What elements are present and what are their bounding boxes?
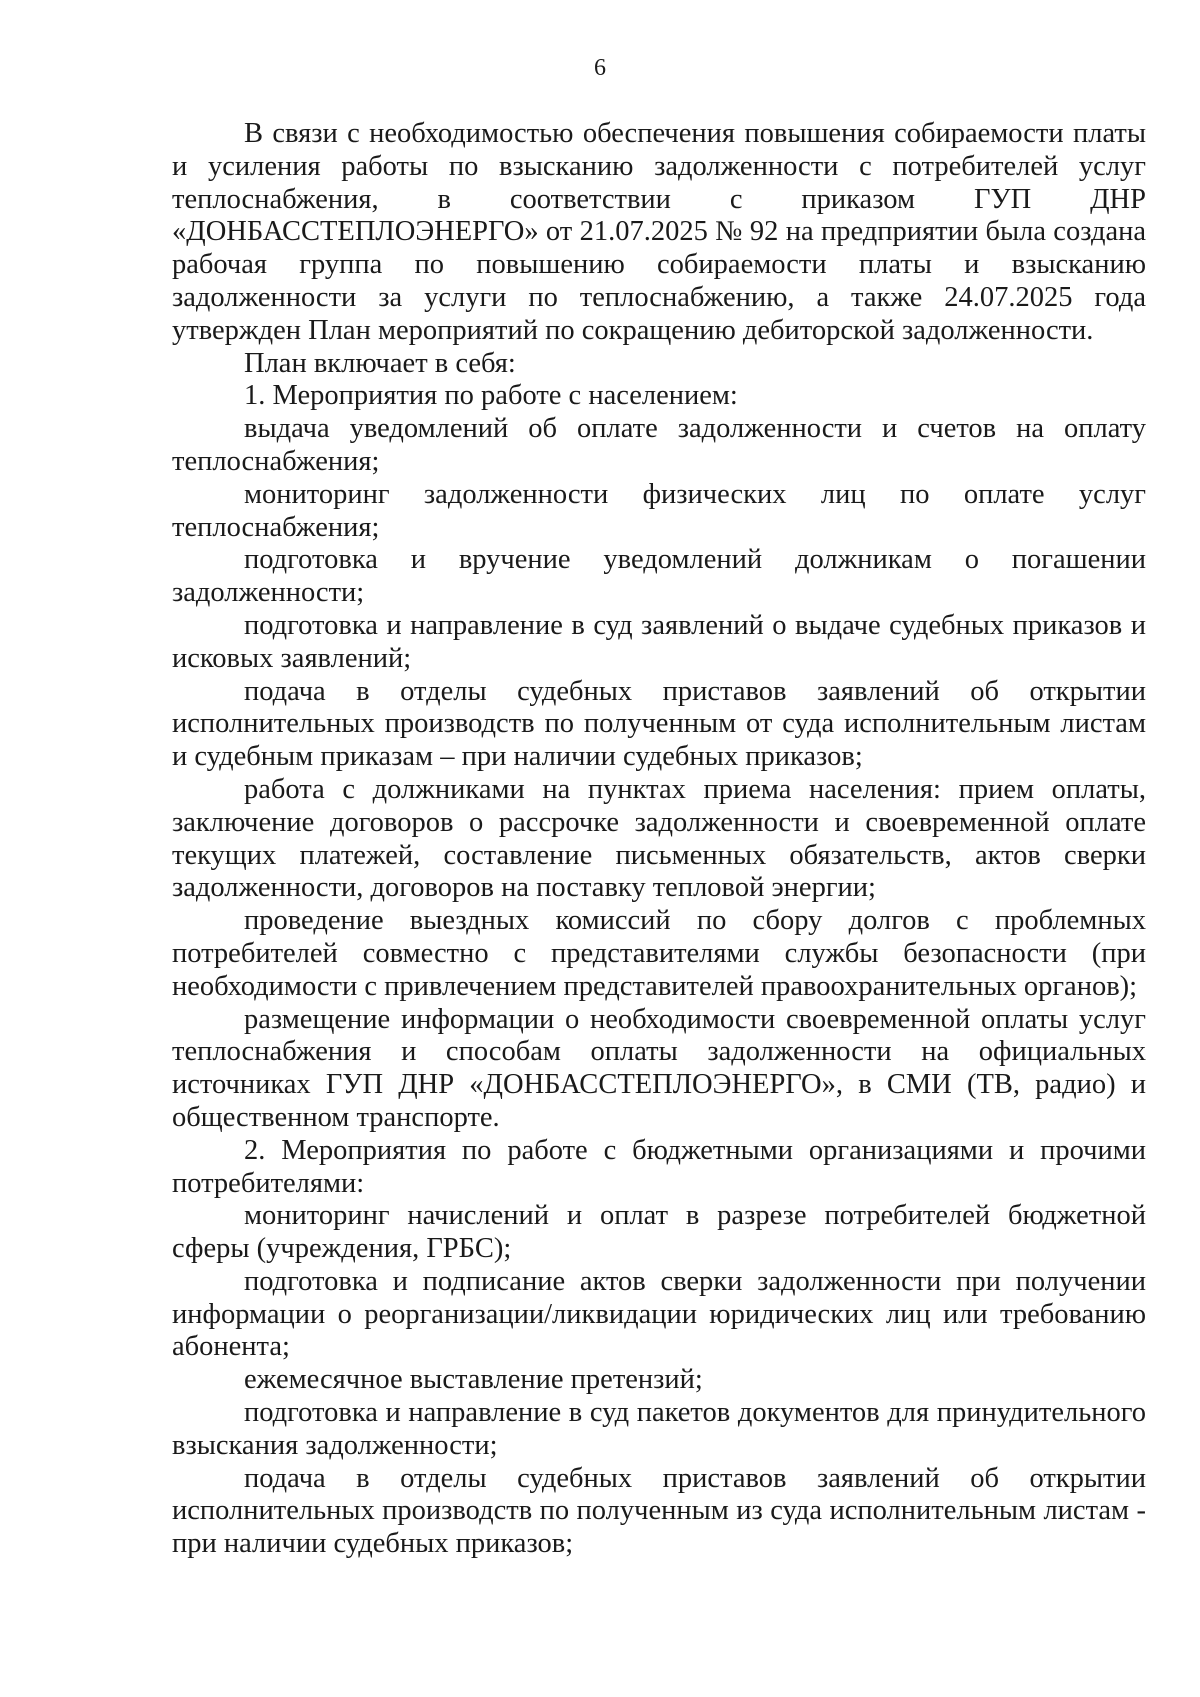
list-item: подготовка и вручение уведомлений должникам о погашении задолженности;: [172, 544, 1146, 609]
paragraph-plan-includes: План включает в себя:: [244, 347, 516, 379]
list-item: подача в отделы судебных приставов заявлений об открытии исполнительных производств по полученным от суда исполнительным листам и судебным приказам – при наличии судебных приказов;: [172, 675, 1146, 773]
list-item: подача в отделы судебных приставов заявлений об открытии исполнительных производств по полученным из суда исполнительным листам - при наличии судебных приказов;: [172, 1462, 1146, 1560]
list-item: подготовка и направление в суд заявлений о выдаче судебных приказов и исковых заявлений;: [172, 609, 1146, 674]
list-item: подготовка и направление в суд пакетов документов для принудительного взыскания задолженности;: [172, 1397, 1146, 1461]
list-item: мониторинг начислений и оплат в разрезе потребителей бюджетной сферы (учреждения, ГРБС);: [172, 1200, 1146, 1265]
list-item: ежемесячное выставление претензий;: [244, 1364, 703, 1396]
section-heading-budget-organizations: 2. Мероприятия по работе с бюджетными организациями и прочими потребителями:: [172, 1134, 1146, 1199]
page-number: 6: [594, 55, 606, 81]
paragraph-intro: В связи с необходимостью обеспечения повышения собираемости платы и усиления работы по взысканию задолженности с потребителей услуг теплоснабжения, в соответствии с приказом ГУП ДНР «ДОНБАССТЕПЛОЭНЕРГО» от 21.07.2025 № 92 на предприятии была создана рабочая группа по повышению собираемости платы и взысканию задолженности за услуги по теплоснабжению, а также 24.07.2025 года утвержден План мероприятий по сокращению дебиторской задолженности.: [172, 118, 1146, 346]
document-body: [172, 118, 1146, 1561]
list-item: выдача уведомлений об оплате задолженности и счетов на оплату теплоснабжения;: [172, 413, 1146, 477]
list-item: размещение информации о необходимости своевременной оплаты услуг теплоснабжения и способам оплаты задолженности на официальных источниках ГУП ДНР «ДОНБАССТЕПЛОЭНЕРГО», в СМИ (ТВ, радио) и общественном транспорте.: [172, 1003, 1146, 1133]
list-item: мониторинг задолженности физических лиц по оплате услуг теплоснабжения;: [172, 478, 1146, 543]
list-item: подготовка и подписание актов сверки задолженности при получении информации о реорганизации/ликвидации юридических лиц или требованию абонента;: [172, 1265, 1146, 1363]
section-heading-population: 1. Мероприятия по работе с населением:: [244, 380, 738, 412]
list-item: работа с должниками на пунктах приема населения: прием оплаты, заключение договоров о рассрочке задолженности и своевременной оплате текущих платежей, составление письменных обязательств, актов сверки задолженности, договоров на поставку тепловой энергии;: [172, 773, 1146, 904]
list-item: проведение выездных комиссий по сбору долгов с проблемных потребителей совместно с представителями службы безопасности (при необходимости с привлечением представителей правоохранительных органов);: [172, 905, 1146, 1002]
